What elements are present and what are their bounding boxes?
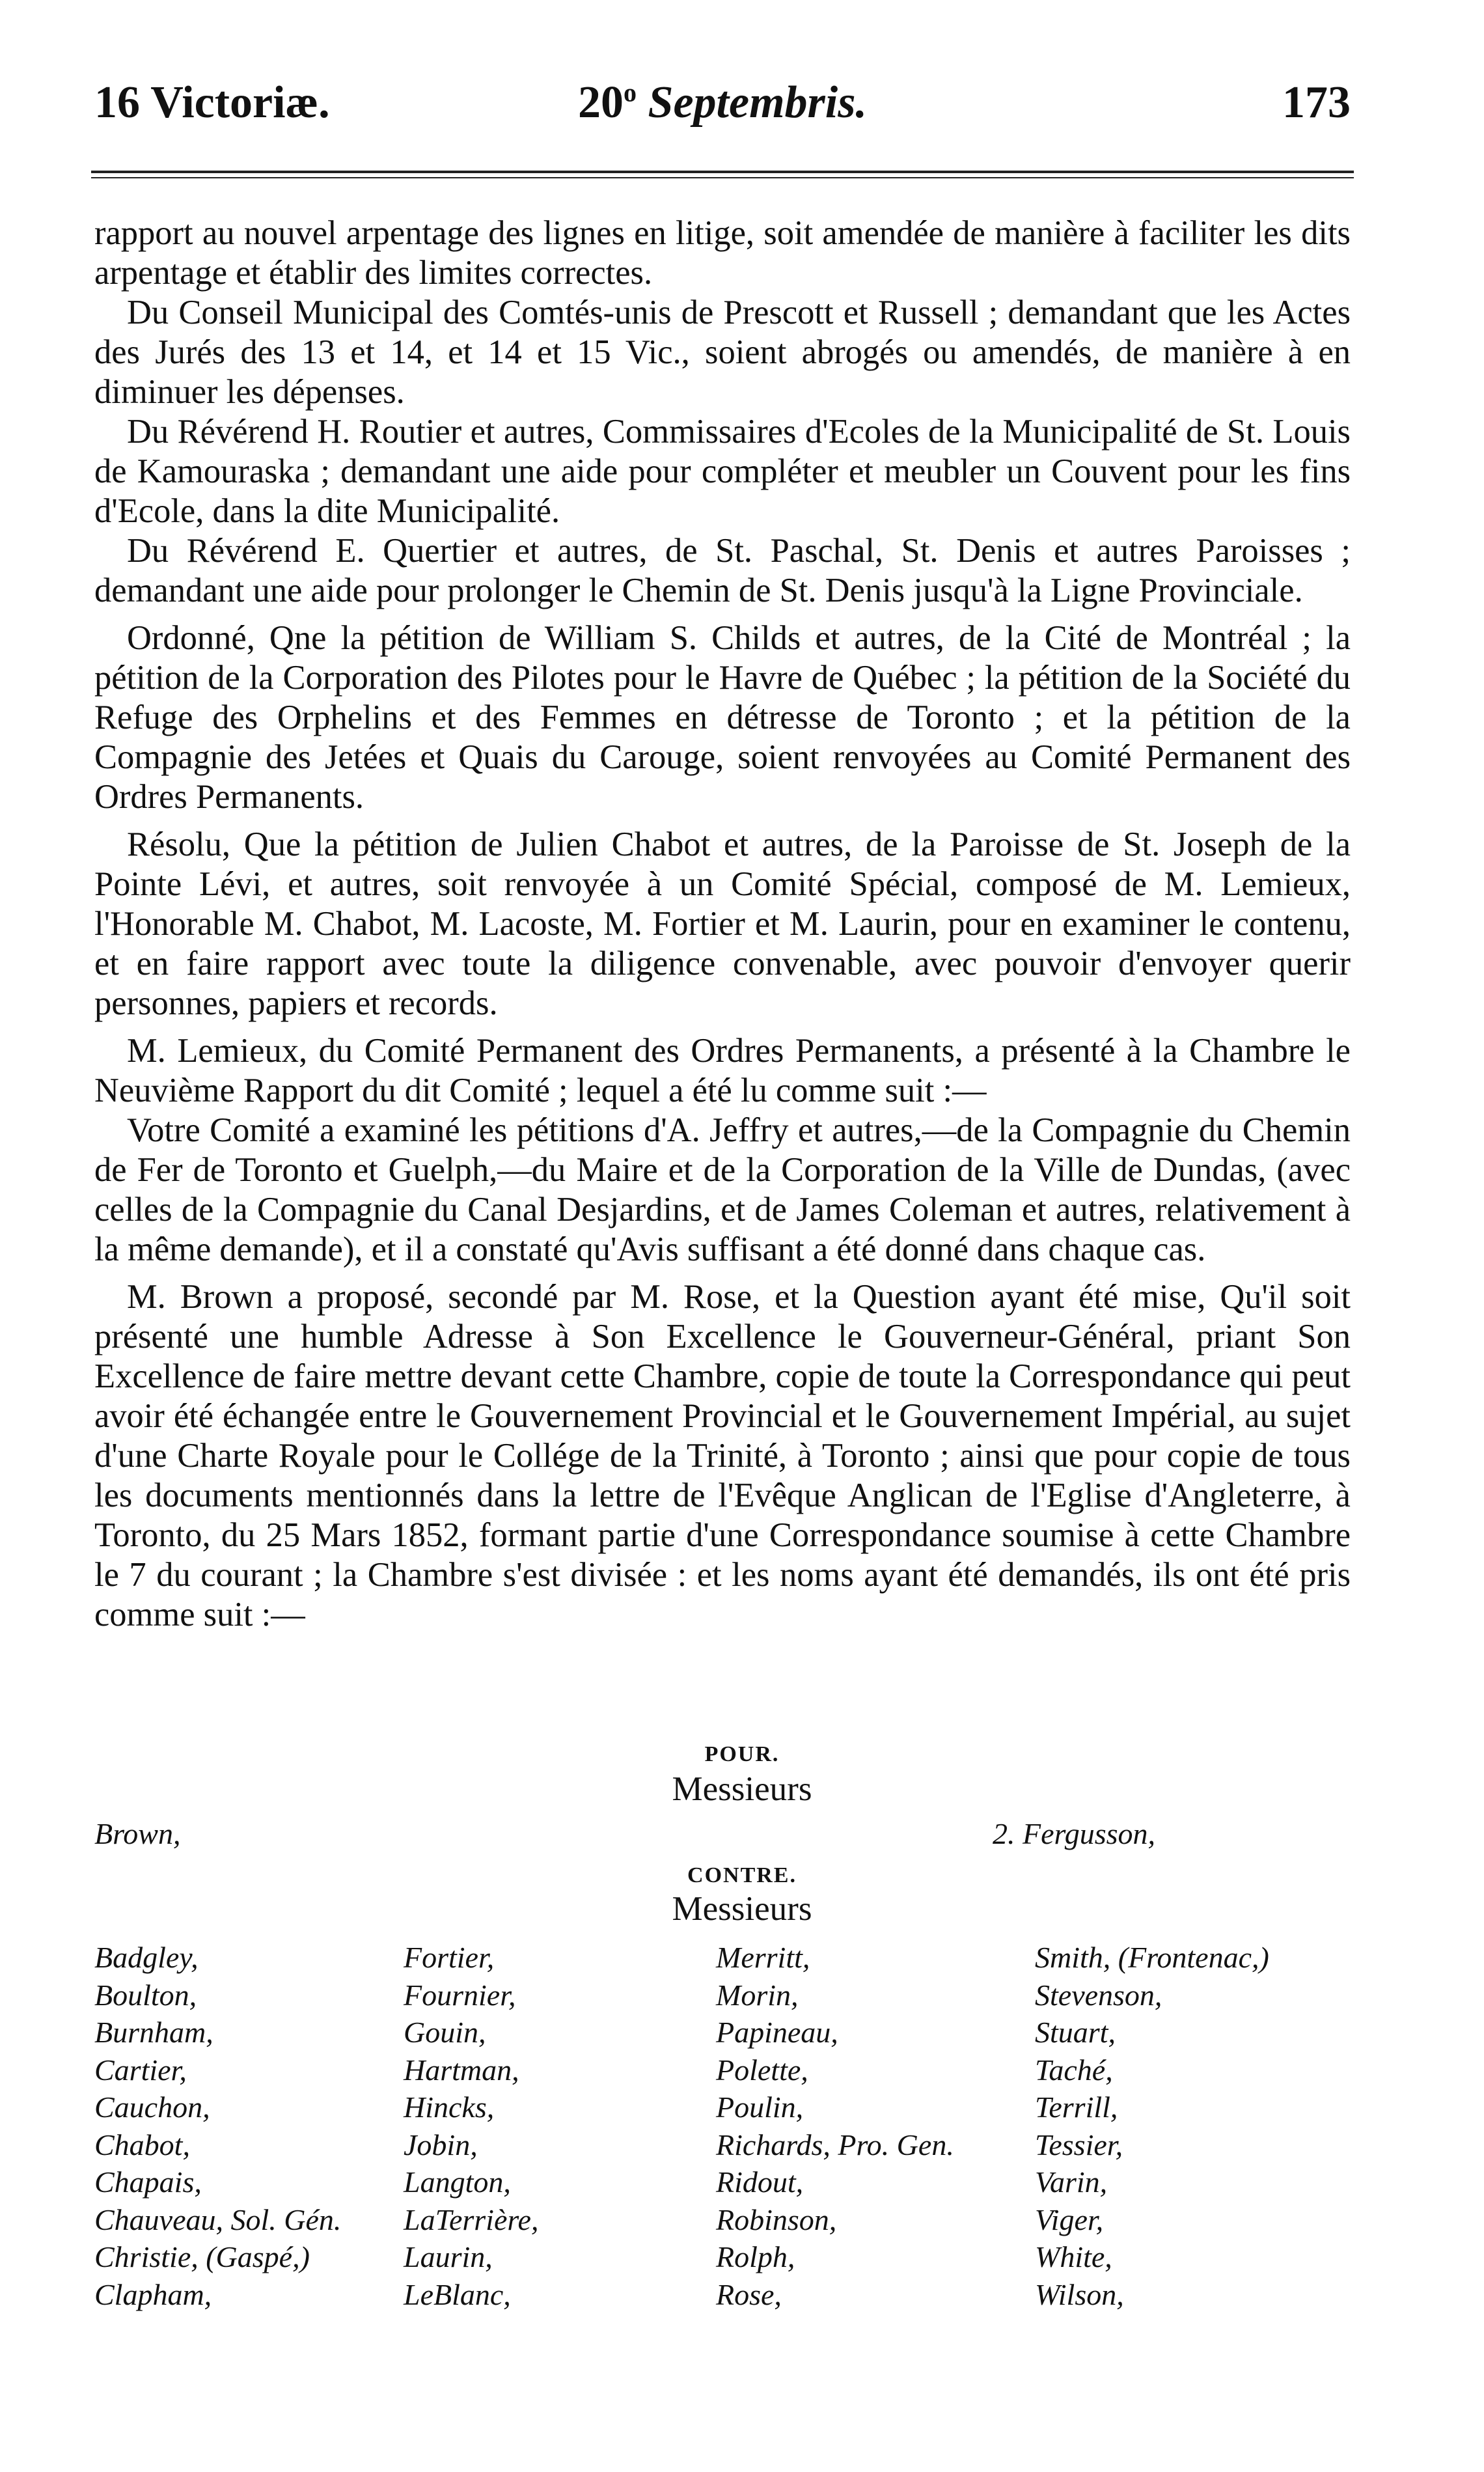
paragraph: Du Conseil Municipal des Comtés-unis de Prescott et Russell ; demandant que les Actes des Jurés des 13 et 14, et 14 et 15 Vic., soient abrogés ou amendés, de manière à en diminuer les dépenses. (94, 294, 1351, 411)
contre-name: Badgley, (94, 1941, 199, 1974)
contre-name: Rolph, (716, 2240, 795, 2273)
paragraph: Du Révérend H. Routier et autres, Commissaires d'Ecoles de la Municipalité de St. Louis de Kamouraska ; demandant une aide pour compléter et meubler un Couvent pour les fins d'Ecole, dans la dite Municipalité. (94, 413, 1351, 530)
contre-name: Hincks, (404, 2090, 495, 2124)
vote-pour-label: POUR. (704, 1742, 780, 1766)
contre-name: White, (1035, 2240, 1112, 2273)
journal-body (94, 214, 1351, 1635)
header-date-number: 20 (578, 77, 624, 128)
paragraph: M. Brown a proposé, secondé par M. Rose, et la Question ayant été mise, Qu'il soit présenté une humble Adresse à Son Excellence le Gouverneur-Général, priant Son Excellence de faire mettre devant cette Chambre, copie de toute la Correspondance qui peut avoir été échangée entre le Gouvernement Provincial et le Gouvernement Impérial, au sujet d'une Charte Royale pour le Collége de la Trinité, à Toronto ; ainsi que pour copie de tous les documents mentionnés dans la lettre de l'Evêque Anglican de l'Eglise d'Angleterre, à Toronto, du 25 Mars 1852, formant partie d'une Correspondance soumise à cette Chambre le 7 du courant ; la Chambre s'est divisée : et les noms ayant été demandés, ils ont été pris comme suit :— (94, 1278, 1351, 1633)
contre-name: Varin, (1035, 2165, 1108, 2199)
pour-name: Brown, (94, 1817, 181, 1850)
contre-name: Fournier, (404, 1978, 516, 2012)
contre-name: Langton, (404, 2165, 511, 2199)
contre-column-1 (94, 1939, 341, 2313)
contre-name: Poulin, (716, 2090, 804, 2124)
contre-name: Fortier, (404, 1941, 495, 1974)
paragraph: Ordonné, Qne la pétition de William S. Childs et autres, de la Cité de Montréal ; la pétition de la Corporation des Pilotes pour le Havre de Québec ; la pétition de la Société du Refuge des Orphelins et des Femmes en détresse de Toronto ; et la pétition de la Compagnie des Jetées et Quais du Carouge, soient renvoyées au Comité Permanent des Ordres Permanents. (94, 619, 1351, 816)
contre-name: Robinson, (716, 2202, 837, 2236)
contre-name: Polette, (716, 2053, 808, 2087)
contre-name: Christie, (Gaspé,) (94, 2240, 310, 2273)
header-rule-thin (91, 177, 1354, 178)
contre-name: Taché, (1035, 2053, 1113, 2087)
contre-name: Cauchon, (94, 2090, 210, 2124)
contre-name: Ridout, (716, 2165, 804, 2199)
contre-name: Stuart, (1035, 2016, 1116, 2049)
vote-pour-messieurs: Messieurs (672, 1770, 812, 1808)
pour-name: 2. Fergusson, (993, 1817, 1156, 1850)
page-header (94, 77, 1351, 135)
paragraph: Résolu, Que la pétition de Julien Chabot et autres, de la Paroisse de St. Joseph de la Pointe Lévi, et autres, soit renvoyée à un Comité Spécial, composé de M. Lemieux, l'Honorable M. Chabot, M. Lacoste, M. Fortier et M. Laurin, pour en examiner le contenu, et en faire rapport avec toute la diligence convenable, avec pouvoir d'envoyer querir personnes, papiers et records. (94, 826, 1351, 1022)
contre-name: Merritt, (716, 1941, 810, 1974)
contre-name: Tessier, (1035, 2128, 1123, 2161)
contre-name: Jobin, (404, 2128, 478, 2161)
paragraph: rapport au nouvel arpentage des lignes en litige, soit amendée de manière à faciliter les dits arpentage et établir des limites correctes. (94, 214, 1351, 292)
header-regnal-year: 16 Victoriæ. (94, 77, 330, 128)
contre-name: Burnham, (94, 2016, 213, 2049)
contre-name: Stevenson, (1035, 1978, 1162, 2012)
contre-name: Terrill, (1035, 2090, 1118, 2124)
contre-name: Smith, (Frontenac,) (1035, 1941, 1269, 1974)
contre-name: Richards, Pro. Gen. (716, 2128, 954, 2161)
contre-name: Wilson, (1035, 2277, 1124, 2311)
paragraph: Votre Comité a examiné les pétitions d'A. Jeffry et autres,—de la Compagnie du Chemin de Fer de Toronto et Guelph,—du Maire et de la Corporation de la Ville de Dundas, (avec celles de la Compagnie du Canal Desjardins, et de James Coleman et autres, relativement à la même demande), et il a constaté qu'Avis suffisant a été donné dans chaque cas. (94, 1111, 1351, 1268)
paragraph: M. Lemieux, du Comité Permanent des Ordres Permanents, a présenté à la Chambre le Neuvième Rapport du dit Comité ; lequel a été lu comme suit :— (94, 1032, 1351, 1109)
header-rule-thick (91, 171, 1354, 173)
contre-name: Laurin, (404, 2240, 493, 2273)
contre-name: Viger, (1035, 2202, 1104, 2236)
contre-name: Rose, (716, 2277, 782, 2311)
contre-name: Chabot, (94, 2128, 190, 2161)
contre-name: LeBlanc, (404, 2277, 511, 2311)
contre-name: Chapais, (94, 2165, 202, 2199)
vote-contre-messieurs: Messieurs (672, 1890, 812, 1928)
contre-name: Clapham, (94, 2277, 212, 2311)
header-date-superscript: o (624, 77, 637, 107)
contre-name: Hartman, (404, 2053, 519, 2087)
contre-column-2 (404, 1939, 538, 2313)
header-date (94, 77, 1351, 129)
contre-name: Morin, (716, 1978, 799, 2012)
contre-name: Cartier, (94, 2053, 187, 2087)
contre-name: Gouin, (404, 2016, 486, 2049)
contre-name: Chauveau, Sol. Gén. (94, 2202, 342, 2236)
contre-name: Papineau, (716, 2016, 838, 2049)
header-page-number: 173 (1282, 77, 1351, 128)
vote-contre-label: CONTRE. (687, 1863, 797, 1887)
contre-column-3 (716, 1939, 954, 2313)
paragraph: Du Révérend E. Quertier et autres, de St. Paschal, St. Denis et autres Paroisses ; demandant une aide pour prolonger le Chemin de St. Denis jusqu'à la Ligne Provinciale. (94, 532, 1351, 609)
contre-name: LaTerrière, (404, 2202, 539, 2236)
header-date-month: Septembris. (648, 77, 867, 128)
contre-name: Boulton, (94, 1978, 197, 2012)
contre-column-4 (1035, 1939, 1269, 2313)
